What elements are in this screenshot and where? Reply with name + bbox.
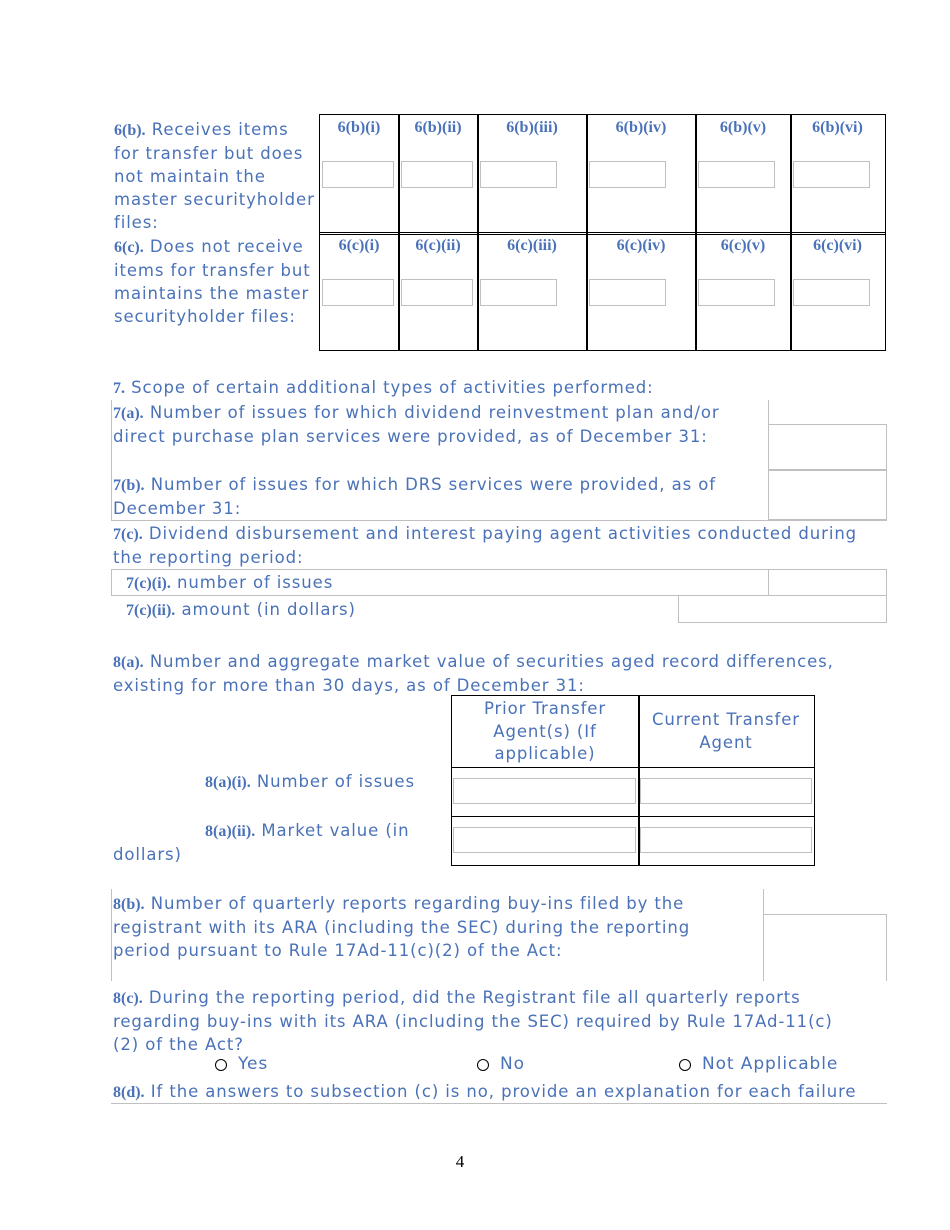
- section-7b-description: Number of issues for which DRS services were provided, as of December 31:: [113, 475, 716, 518]
- section-6-column-label: 6(b)(vi): [812, 119, 863, 136]
- section-6-input[interactable]: [401, 161, 473, 188]
- section-8a-i-description: Number of issues: [256, 772, 415, 791]
- section-7b-bottom-rule: [111, 520, 887, 521]
- section-6b-text: [114, 118, 319, 234]
- section-6c-label: 6(c).: [114, 239, 144, 256]
- section-8a-label: 8(a).: [113, 654, 144, 671]
- section-8a-ii-current-input[interactable]: [640, 827, 812, 853]
- section-6-input[interactable]: [793, 161, 870, 188]
- section-7-left-rule: [111, 400, 112, 520]
- section-7a-input[interactable]: [768, 424, 887, 470]
- section-6-column-label: 6(b)(iii): [506, 119, 558, 136]
- section-8b-left-rule: [111, 889, 112, 981]
- section-8c-description: During the reporting period, did the Registrant file all quarterly reports regarding buy-ins with its ARA (including the SEC) required by Rule 17Ad-11(c)(2) of the Act?: [113, 988, 833, 1054]
- section-6-input[interactable]: [322, 279, 394, 306]
- section-7c-description: Dividend disbursement and interest paying agent activities conducted during the reporting period:: [113, 524, 858, 567]
- section-7b-label: 7(b).: [113, 477, 145, 494]
- section-8d-label: 8(d).: [113, 1084, 145, 1101]
- section-7ci-label: 7(c)(i).: [126, 575, 171, 592]
- section-6c-text: [114, 235, 319, 328]
- section-7a-text: [113, 401, 763, 448]
- section-8a-i-prior-input[interactable]: [453, 778, 636, 804]
- radio-yes[interactable]: [215, 1059, 227, 1071]
- section-7ci-text: [126, 571, 333, 595]
- section-8a-ii-prior-input[interactable]: [453, 827, 636, 853]
- section-7-label: 7.: [113, 380, 125, 397]
- section-6-input[interactable]: [322, 161, 394, 188]
- section-8a-i-label: 8(a)(i).: [205, 774, 251, 791]
- section-6-input[interactable]: [480, 161, 557, 188]
- radio-not-applicable-label: Not Applicable: [702, 1054, 839, 1074]
- section-7cii-description: amount (in dollars): [181, 600, 356, 619]
- section-7-heading: [113, 376, 654, 400]
- section-8b-description: Number of quarterly reports regarding buy-ins filed by the registrant with its ARA (including the SEC) during the reporting period pursuant to Rule 17Ad-11(c)(2) of the Act:: [113, 894, 691, 960]
- section-7cii-label: 7(c)(ii).: [126, 602, 176, 619]
- section-8c-text: [113, 986, 853, 1056]
- section-8a-prior-label: Prior Transfer Agent(s) (If applicable): [483, 699, 607, 763]
- section-8d-description: If the answers to subsection (c) is no, provide an explanation for each failure: [150, 1082, 857, 1101]
- section-6-column-label: 6(c)(iii): [507, 237, 557, 254]
- section-6-input[interactable]: [401, 279, 473, 306]
- section-8b-text: [113, 892, 733, 962]
- section-6-input[interactable]: [589, 279, 666, 306]
- section-6-column-label: 6(b)(ii): [414, 119, 462, 136]
- section-7-description: Scope of certain additional types of activities performed:: [131, 378, 654, 397]
- section-7a-description: Number of issues for which dividend reinvestment plan and/or direct purchase plan services were provided, as of December 31:: [113, 403, 720, 446]
- section-6-column-label: 6(c)(ii): [415, 237, 461, 254]
- section-6c-description: Does not receive items for transfer but maintains the master securityholder files:: [114, 237, 311, 326]
- section-8a-i-current-input[interactable]: [640, 778, 812, 804]
- section-6-column-label: 6(b)(i): [337, 119, 381, 136]
- section-6-input[interactable]: [698, 161, 775, 188]
- section-8a-ii-text: [113, 819, 443, 866]
- section-7cii-text: [126, 598, 356, 622]
- radio-not-applicable[interactable]: [679, 1059, 691, 1071]
- section-8b-input[interactable]: [763, 914, 887, 981]
- section-8a-description: Number and aggregate market value of securities aged record differences, existing for more than 30 days, as of December 31:: [113, 652, 834, 695]
- section-6-input[interactable]: [589, 161, 666, 188]
- section-6-input[interactable]: [698, 279, 775, 306]
- section-7c-text: [113, 522, 888, 569]
- page-number: 4: [455, 1152, 465, 1171]
- radio-yes-label: Yes: [238, 1054, 269, 1074]
- section-7b-text: [113, 473, 763, 520]
- section-8a-ii-label: 8(a)(ii).: [205, 823, 256, 840]
- section-7b-input[interactable]: [768, 470, 887, 520]
- section-6-input[interactable]: [793, 279, 870, 306]
- radio-no[interactable]: [477, 1059, 489, 1071]
- section-6-column-label: 6(c)(v): [720, 237, 766, 254]
- section-8a-current-label: Current Transfer Agent: [652, 710, 800, 752]
- section-6-input[interactable]: [480, 279, 557, 306]
- radio-no-label: No: [500, 1054, 525, 1074]
- section-6b-label: 6(b).: [114, 122, 146, 139]
- section-7ci-input[interactable]: [768, 570, 886, 595]
- section-6b-description: Receives items for transfer but does not maintain the master securityholder files:: [114, 120, 315, 232]
- section-6-column-label: 6(c)(iv): [616, 237, 666, 254]
- section-8c-label: 8(c).: [113, 990, 143, 1007]
- section-8a-i-text: [205, 770, 415, 794]
- section-7a-label: 7(a).: [113, 405, 144, 422]
- section-6-column-label: 6(c)(i): [338, 237, 380, 254]
- section-8d-text: [113, 1080, 893, 1104]
- section-8b-label: 8(b).: [113, 896, 145, 913]
- section-6-column-label: 6(c)(vi): [813, 237, 862, 254]
- section-8a-text: [113, 650, 883, 697]
- section-8a-ii-description: Market value (in dollars): [113, 821, 410, 864]
- section-7ci-description: number of issues: [177, 573, 334, 592]
- section-6-column-label: 6(b)(iv): [615, 119, 667, 136]
- section-7cii-input[interactable]: [678, 595, 887, 623]
- section-6-column-label: 6(b)(v): [719, 119, 767, 136]
- section-8d-rule: [111, 1103, 887, 1104]
- section-7c-label: 7(c).: [113, 526, 143, 543]
